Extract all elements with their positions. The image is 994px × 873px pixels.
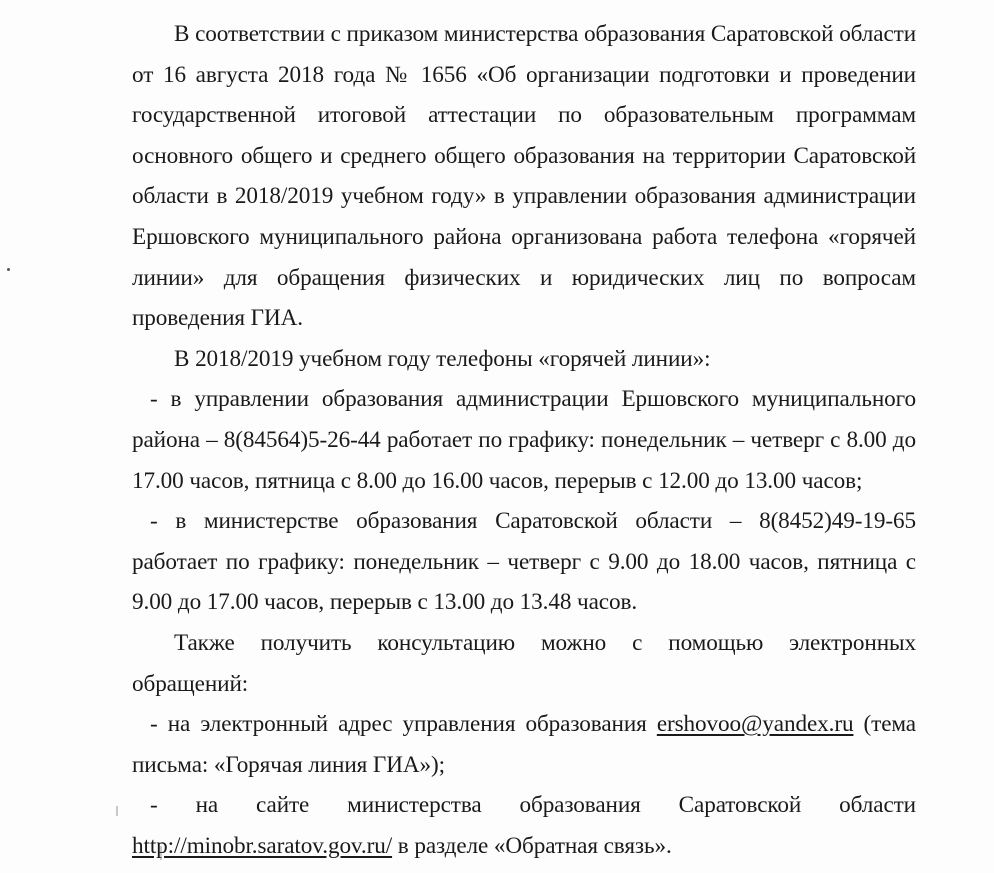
website-suffix: в разделе «Обратная связь». [392, 832, 672, 859]
email-prefix: - на электронный адрес управления образования [150, 711, 657, 738]
intro-paragraph [132, 14, 916, 339]
hotline-item-ministry: - в министерстве образования Саратовской области – 8(8452)49-19-65 работает по графику: понедельник – четверг с 9.00 до 18.00 часов, пятница с 9.00 до 17.00 часов, перерыв с 13.00 до 13.48 часов. [132, 508, 916, 616]
electronic-heading: Также получить консультацию можно с помощью электронных обращений: [132, 629, 916, 697]
intro-rest: области от 16 августа 2018 года № 1656 «Об организации подготовки и проведении государственной итоговой аттестации по образовательным программам основного общего и среднего общего образования на территории Саратовской области в 2018/2019 учебном году» в управлении образования администрации Ершовского муниципального района организована работа телефона «горячей линии» для обращения физических и юридических лиц по вопросам проведения ГИА. [132, 21, 916, 332]
document-body [132, 14, 916, 866]
scan-dot [7, 268, 10, 271]
email-link[interactable]: ershovoo@yandex.ru [656, 711, 854, 738]
website-item [132, 785, 916, 866]
website-link[interactable]: http://minobr.saratov.gov.ru/ [132, 832, 393, 859]
email-suffix: (тема письма: «Горячая линия ГИА»); [132, 711, 917, 778]
website-prefix: - на сайте министерства образования Саратовской области [150, 792, 916, 819]
intro-line-1: В соответствии с приказом министерства образования Саратовской [174, 21, 834, 47]
email-item [132, 704, 916, 785]
hotline-heading: В 2018/2019 учебном году телефоны «горячей линии»: [174, 345, 711, 372]
hotline-item-district: - в управлении образования администрации Ершовского муниципального района – 8(84564)5-26-44 работает по графику: понедельник – четверг с 8.00 до 17.00 часов, пятница с 8.00 до 16.00 часов, перерыв с 12.00 до 13.00 часов; [132, 386, 916, 494]
scan-artifact [116, 806, 118, 816]
